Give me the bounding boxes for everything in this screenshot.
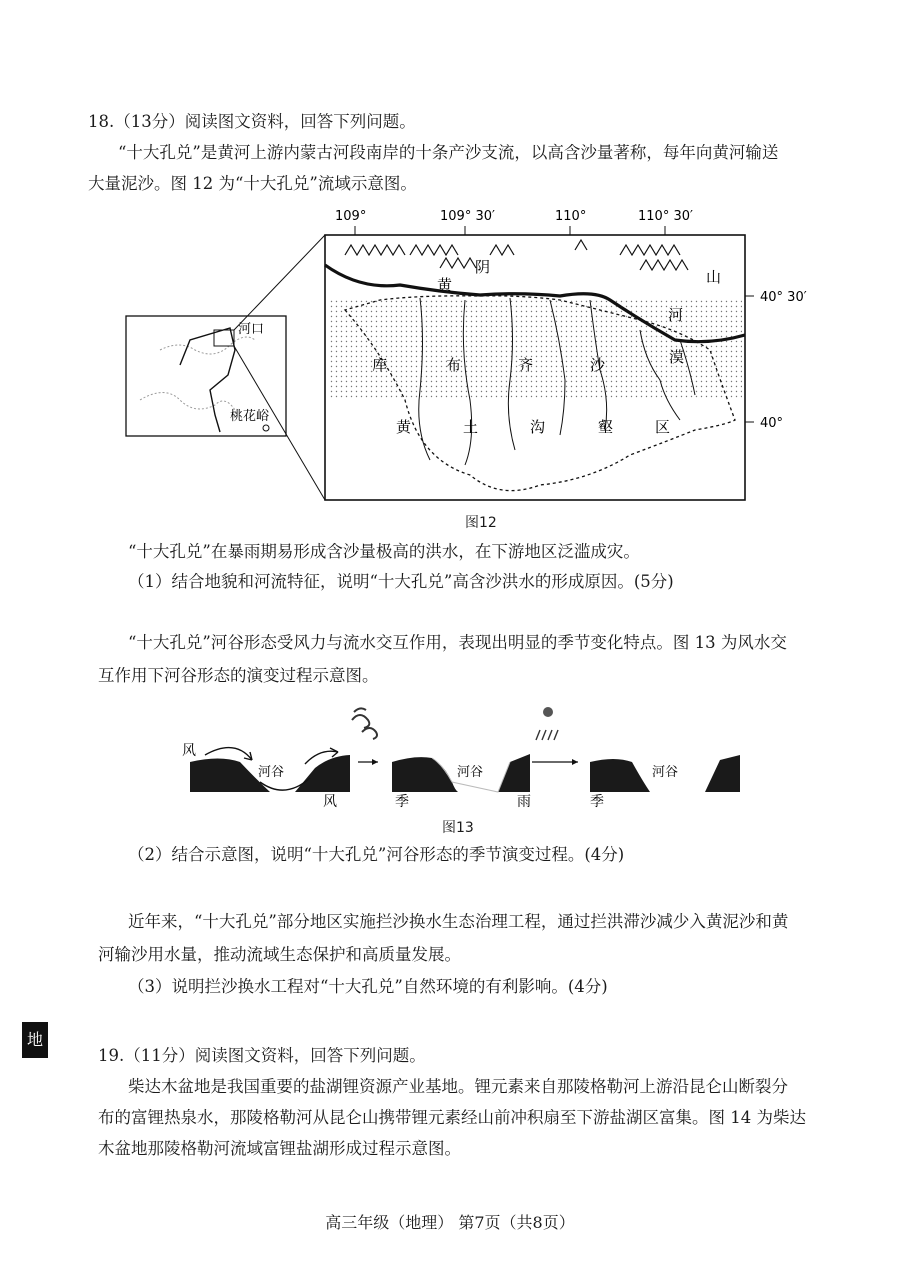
q19-header: 19.（11分）阅读图文资料，回答下列问题。 [98,1046,426,1065]
q18-paragraph-4-line-1: 近年来，“十大孔兑”部分地区实施拦沙换水生态治理工程，通过拦洪滞沙减少入黄泥沙和黄 [128,912,789,931]
season-label-ji-1: 季 [395,794,409,810]
map-label-shan: 山 [706,268,722,286]
map-label-qu: 区 [655,418,671,436]
map-label-gou: 沟 [530,418,546,436]
q18-sub-question-3: （3）说明拦沙换水工程对“十大孔兑”自然环境的有利影响。(4分) [128,977,608,996]
season-label-feng: 风 [323,794,337,810]
q18-intro-line-2: 大量泥沙。图 12 为“十大孔兑”流域示意图。 [88,174,417,193]
map-label-tu: 土 [463,418,479,436]
map-label-he-gully: 壑 [598,418,614,436]
q19-intro-line-1: 柴达木盆地是我国重要的盐湖锂资源产业基地。锂元素来自那陵格勒河上游沿昆仑山断裂分 [128,1077,788,1096]
season-label-yu: 雨 [517,794,531,810]
q18-paragraph-4-line-2: 河输沙用水量，推动流域生态保护和高质量发展。 [98,945,461,964]
q18-sub-question-2: （2）结合示意图，说明“十大孔兑”河谷形态的季节演变过程。(4分) [128,845,625,864]
inset-label-taohuayu: 桃花峪 [230,409,270,424]
lat-label-40: 40° [760,416,784,431]
q18-header: 18.（13分）阅读图文资料，回答下列问题。 [88,112,416,131]
lon-label-110-30: 110° 30′ [638,209,693,224]
map-label-qi: 齐 [518,356,534,374]
valley-label-1: 河谷 [258,765,285,780]
page-footer: 高三年级（地理） 第7页（共8页） [325,1213,575,1232]
q18-sub-question-1: （1）结合地貌和河流特征，说明“十大孔兑”高含沙洪水的形成原因。(5分) [128,572,674,591]
valley-label-2: 河谷 [457,765,484,780]
map-label-yin: 阴 [475,258,491,276]
rain-cloud-icon [536,707,558,740]
lat-label-40-30: 40° 30′ [760,290,807,305]
figure-12-map [120,200,820,518]
wind-icon [352,708,377,739]
q19-intro-line-2: 布的富锂热泉水，那陵格勒河从昆仑山携带锂元素经山前冲积扇至下游盐湖区富集。图 14 为柴达 [98,1108,806,1127]
inset-label-hekou: 河口 [238,322,265,337]
season-label-ji-2: 季 [590,794,604,810]
map-label-sha: 沙 [590,356,606,374]
map-label-he: 河 [668,306,684,324]
lon-label-109-30: 109° 30′ [440,209,495,224]
lon-label-110: 110° [555,209,587,224]
figure-13-caption: 图13 [442,820,474,836]
lon-label-109: 109° [335,209,367,224]
figure-13-diagram [180,700,800,812]
subject-side-tab: 地 [22,1022,48,1058]
q18-intro-line-1: “十大孔兑”是黄河上游内蒙古河段南岸的十条产沙支流，以高含沙量著称，每年向黄河输送 [118,143,779,162]
map-label-mo: 漠 [669,348,685,366]
q18-paragraph-3-line-1: “十大孔兑”河谷形态受风力与流水交互作用，表现出明显的季节变化特点。图 13 为风水交 [128,633,787,652]
valley-label-3: 河谷 [652,765,679,780]
map-label-huang-2: 黄 [396,418,412,436]
map-label-bu: 布 [446,356,462,374]
q18-paragraph-3-line-2: 互作用下河谷形态的演变过程示意图。 [98,666,379,685]
q18-paragraph-2: “十大孔兑”在暴雨期易形成含沙量极高的洪水，在下游地区泛滥成灾。 [128,542,640,561]
map-label-ku: 库 [372,356,388,374]
figure-12-caption: 图12 [465,515,497,531]
map-label-huang: 黄 [437,276,453,294]
wind-label: 风 [182,743,196,759]
q19-intro-line-3: 木盆地那陵格勒河流域富锂盐湖形成过程示意图。 [98,1139,461,1158]
